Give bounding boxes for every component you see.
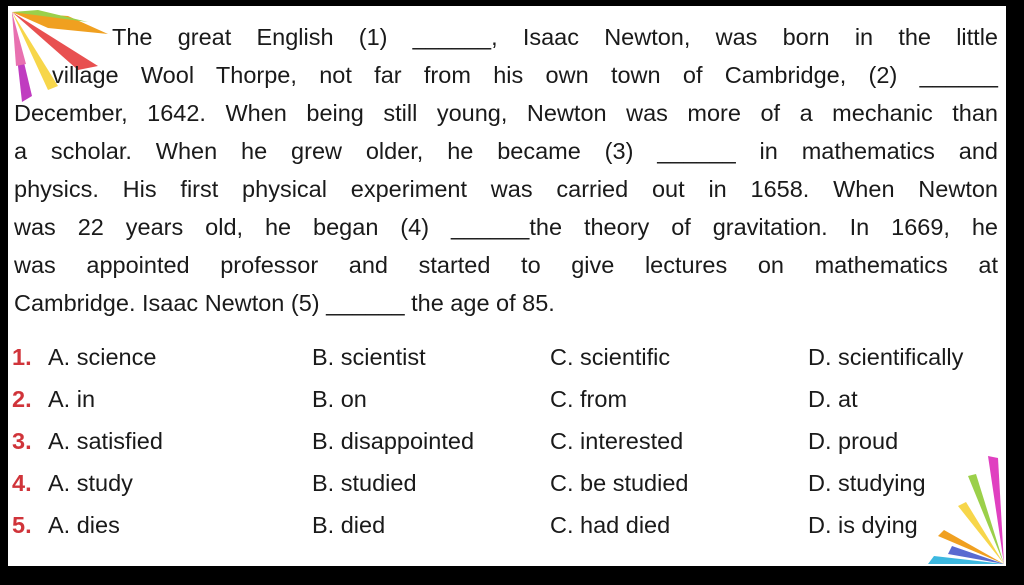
question-number: 3.: [12, 428, 32, 454]
answer-options: [8, 336, 1006, 546]
question-number: 2.: [12, 386, 32, 412]
option-c: C. had died: [550, 512, 671, 538]
option-a: A. dies: [48, 512, 120, 538]
option-d: D. studying: [808, 470, 926, 496]
passage-line: The great English (1) ______, Isaac Newton, was born in the little: [112, 24, 998, 50]
question-row: [8, 378, 1006, 420]
option-b: B. on: [312, 386, 367, 412]
question-row: [8, 504, 1006, 546]
passage-line: village Wool Thorpe, not far from his own town of Cambridge, (2) ______: [52, 62, 998, 88]
option-b: B. scientist: [312, 344, 426, 370]
question-number: 4.: [12, 470, 32, 496]
reading-passage: [14, 18, 998, 322]
option-a: A. satisfied: [48, 428, 163, 454]
option-c: C. from: [550, 386, 628, 412]
passage-line: December, 1642. When being still young, Newton was more of a mechanic than: [14, 100, 998, 126]
question-row: [8, 336, 1006, 378]
option-b: B. died: [312, 512, 386, 538]
option-c: C. be studied: [550, 470, 689, 496]
option-d: D. at: [808, 386, 858, 412]
passage-line: was 22 years old, he began (4) ______the theory of gravitation. In 1669, he: [14, 214, 998, 240]
option-a: A. in: [48, 386, 96, 412]
option-a: A. science: [48, 344, 157, 370]
option-d: D. is dying: [808, 512, 918, 538]
option-c: C. scientific: [550, 344, 671, 370]
question-row: [8, 462, 1006, 504]
worksheet-page: [8, 6, 1006, 566]
question-number: 5.: [12, 512, 32, 538]
question-row: [8, 420, 1006, 462]
question-number: 1.: [12, 344, 32, 370]
passage-line: a scholar. When he grew older, he became (3) ______ in mathematics and: [14, 138, 998, 164]
passage-line: Cambridge. Isaac Newton (5) ______ the age of 85.: [14, 290, 555, 316]
passage-line: physics. His first physical experiment was carried out in 1658. When Newton: [14, 176, 998, 202]
option-d: D. scientifically: [808, 344, 964, 370]
passage-line: was appointed professor and started to give lectures on mathematics at: [14, 252, 998, 278]
option-d: D. proud: [808, 428, 899, 454]
option-b: B. disappointed: [312, 428, 475, 454]
option-a: A. study: [48, 470, 133, 496]
option-c: C. interested: [550, 428, 684, 454]
option-b: B. studied: [312, 470, 417, 496]
